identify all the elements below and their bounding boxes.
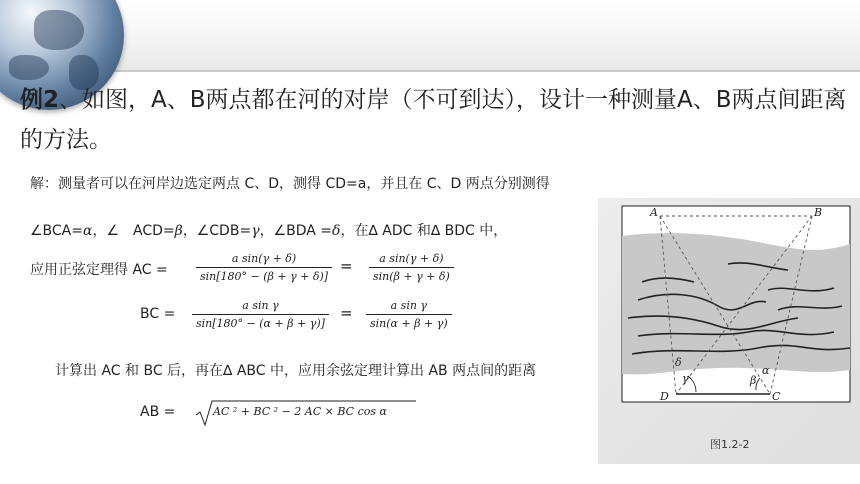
beta-label: β <box>750 374 757 387</box>
ac-fraction-2: $\frac{\text{a sin(γ + δ)}}{\sin(\beta + \gamma + \delta)}$ <box>369 252 454 283</box>
bc-fraction-1: $\frac{\text{a sin γ}}{\sin[180^\circ - (\alpha + \beta + \gamma)]}$ <box>192 299 329 330</box>
bc-label: BC = <box>140 306 176 322</box>
solution-line-5: 计算出 AC 和 BC 后，再在∆ ABC 中，应用余弦定理计算出 AB 两点间的距离 <box>55 363 537 379</box>
gamma-label: γ <box>682 372 689 385</box>
ac-label: 应用正弦定理得 AC = <box>30 262 168 278</box>
equals-sign: = <box>340 257 353 275</box>
solution-line-1: 解：测量者可以在河岸边选定两点 C、D，测得 CD=a，并且在 C、D 两点分别测得 <box>30 176 550 192</box>
bc-fraction-2: $\frac{\text{a sin γ}}{\sin(\alpha + \beta + \gamma)}$ <box>366 299 452 330</box>
header-divider <box>0 70 860 72</box>
delta-label: δ <box>675 356 682 369</box>
ac-fraction-1: $\frac{\text{a sin(γ + δ)}}{\sin[180^\circ - (\beta + \gamma + \delta)]}$ <box>196 252 332 283</box>
example-question: 、如图，A、B两点都在河的对岸（不可到达），设计一种测量A、B两点间距离的方法。 <box>20 87 847 153</box>
point-d-label: D <box>660 390 669 403</box>
river-band <box>622 233 850 374</box>
point-c-label: C <box>772 390 781 403</box>
ab-label: AB = <box>140 404 176 420</box>
ab-formula: AC ² + BC ² − 2 AC × BC cos α <box>213 405 387 418</box>
example-label: 例2 <box>20 87 60 113</box>
equals-sign: = <box>340 304 353 322</box>
example-title <box>20 80 850 160</box>
header-bar <box>0 0 860 70</box>
alpha-label: α <box>762 364 770 377</box>
river-diagram <box>598 198 860 464</box>
point-a-label: A <box>650 206 658 219</box>
figure-caption: 图1.2-2 <box>710 438 750 451</box>
solution-line-2: ∠BCA=α，∠ ACD=β，∠CDB=γ，∠BDA =δ，在∆ ADC 和∆ BDC 中， <box>30 223 508 239</box>
point-b-label: B <box>814 206 823 219</box>
